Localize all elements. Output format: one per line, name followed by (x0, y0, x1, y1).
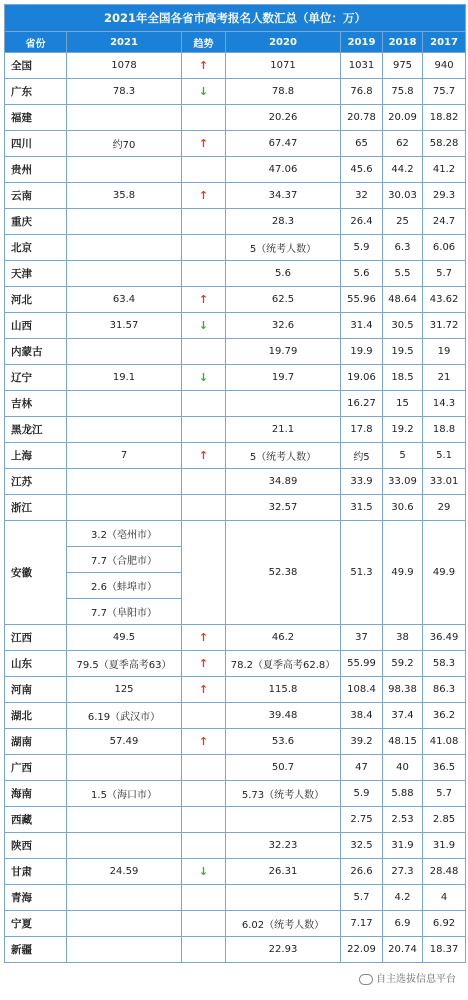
header-2018: 2018 (383, 32, 423, 53)
trend-cell (182, 157, 226, 183)
province-cell: 北京 (5, 235, 67, 261)
value-2018-cell: 6.3 (383, 235, 423, 261)
province-cell: 吉林 (5, 391, 67, 417)
city-value-cell: 3.2（亳州市） (67, 521, 182, 547)
value-2019-cell: 26.6 (341, 859, 383, 885)
value-2018-cell: 27.3 (383, 859, 423, 885)
value-2017-cell: 18.82 (423, 105, 466, 131)
value-2021-cell (67, 885, 182, 911)
province-cell: 上海 (5, 443, 67, 469)
value-2021-cell (67, 911, 182, 937)
value-2019-cell: 108.4 (341, 677, 383, 703)
table-row (5, 937, 466, 963)
table-row (5, 469, 466, 495)
value-2020-cell: 32.6 (226, 313, 341, 339)
trend-cell (182, 885, 226, 911)
value-2017-cell: 31.9 (423, 833, 466, 859)
trend-cell: ↑ (182, 443, 226, 469)
trend-cell: ↓ (182, 79, 226, 105)
applicants-table (4, 4, 466, 963)
province-cell: 陕西 (5, 833, 67, 859)
value-2019-cell: 5.9 (341, 781, 383, 807)
value-2020-cell: 5.73（统考人数） (226, 781, 341, 807)
value-2020-cell: 34.37 (226, 183, 341, 209)
value-2021-cell (67, 807, 182, 833)
value-2021-cell (67, 339, 182, 365)
value-2017-cell: 5.1 (423, 443, 466, 469)
value-2021-cell (67, 157, 182, 183)
value-2017-cell: 75.7 (423, 79, 466, 105)
value-2017-cell: 36.5 (423, 755, 466, 781)
value-2019-cell: 32.5 (341, 833, 383, 859)
value-2017-cell: 21 (423, 365, 466, 391)
table-row (5, 131, 466, 157)
trend-cell: ↑ (182, 131, 226, 157)
value-2019-cell: 51.3 (341, 521, 383, 625)
value-2018-cell: 48.15 (383, 729, 423, 755)
trend-cell: ↑ (182, 287, 226, 313)
value-2017-cell: 6.92 (423, 911, 466, 937)
value-2019-cell: 22.09 (341, 937, 383, 963)
table-row (5, 183, 466, 209)
value-2020-cell: 53.6 (226, 729, 341, 755)
value-2018-cell: 5.5 (383, 261, 423, 287)
value-2021-cell: 约70 (67, 131, 182, 157)
header-2020: 2020 (226, 32, 341, 53)
value-2017-cell: 41.08 (423, 729, 466, 755)
value-2020-cell: 62.5 (226, 287, 341, 313)
value-2019-cell: 55.96 (341, 287, 383, 313)
province-cell: 宁夏 (5, 911, 67, 937)
watermark (359, 970, 456, 985)
value-2018-cell: 48.64 (383, 287, 423, 313)
value-2019-cell: 2.75 (341, 807, 383, 833)
value-2017-cell: 4 (423, 885, 466, 911)
province-cell: 浙江 (5, 495, 67, 521)
trend-cell: ↓ (182, 365, 226, 391)
trend-cell: ↑ (182, 183, 226, 209)
value-2017-cell: 29.3 (423, 183, 466, 209)
value-2018-cell: 19.2 (383, 417, 423, 443)
value-2018-cell: 975 (383, 53, 423, 79)
province-cell: 湖北 (5, 703, 67, 729)
value-2020-cell (226, 807, 341, 833)
province-cell: 重庆 (5, 209, 67, 235)
trend-cell (182, 937, 226, 963)
table-row (5, 235, 466, 261)
value-2017-cell: 28.48 (423, 859, 466, 885)
value-2020-cell: 19.7 (226, 365, 341, 391)
value-2017-cell: 41.2 (423, 157, 466, 183)
value-2021-cell: 57.49 (67, 729, 182, 755)
value-2019-cell: 47 (341, 755, 383, 781)
province-cell: 西藏 (5, 807, 67, 833)
header-province: 省份 (5, 32, 67, 53)
table-row (5, 807, 466, 833)
value-2018-cell: 75.8 (383, 79, 423, 105)
value-2020-cell (226, 885, 341, 911)
watermark-text: 自主选拔信息平台 (376, 974, 456, 985)
value-2017-cell: 58.3 (423, 651, 466, 677)
trend-cell (182, 521, 226, 625)
trend-cell (182, 235, 226, 261)
value-2019-cell: 19.06 (341, 365, 383, 391)
value-2019-cell: 26.4 (341, 209, 383, 235)
value-2020-cell: 5（统考人数） (226, 443, 341, 469)
value-2020-cell: 1071 (226, 53, 341, 79)
value-2020-cell: 34.89 (226, 469, 341, 495)
value-2020-cell: 115.8 (226, 677, 341, 703)
value-2018-cell: 40 (383, 755, 423, 781)
value-2017-cell: 33.01 (423, 469, 466, 495)
table-row (5, 703, 466, 729)
value-2017-cell: 18.8 (423, 417, 466, 443)
province-cell: 河南 (5, 677, 67, 703)
trend-cell (182, 469, 226, 495)
value-2019-cell: 7.17 (341, 911, 383, 937)
value-2021-cell: 6.19（武汉市） (67, 703, 182, 729)
value-2020-cell: 39.48 (226, 703, 341, 729)
value-2017-cell: 18.37 (423, 937, 466, 963)
table-row (5, 729, 466, 755)
value-2018-cell: 38 (383, 625, 423, 651)
value-2019-cell: 37 (341, 625, 383, 651)
value-2019-cell: 1031 (341, 53, 383, 79)
value-2019-cell: 39.2 (341, 729, 383, 755)
header-2017: 2017 (423, 32, 466, 53)
trend-cell (182, 911, 226, 937)
value-2017-cell: 5.7 (423, 261, 466, 287)
value-2021-cell: 35.8 (67, 183, 182, 209)
value-2017-cell: 14.3 (423, 391, 466, 417)
value-2018-cell: 44.2 (383, 157, 423, 183)
table-row (5, 287, 466, 313)
value-2018-cell: 30.03 (383, 183, 423, 209)
value-2018-cell: 2.53 (383, 807, 423, 833)
table-row (5, 53, 466, 79)
province-cell: 湖南 (5, 729, 67, 755)
trend-cell (182, 339, 226, 365)
value-2018-cell: 4.2 (383, 885, 423, 911)
province-cell: 甘肃 (5, 859, 67, 885)
value-2019-cell: 31.4 (341, 313, 383, 339)
value-2020-cell: 19.79 (226, 339, 341, 365)
value-2021-cell (67, 417, 182, 443)
province-cell: 广东 (5, 79, 67, 105)
value-2019-cell: 76.8 (341, 79, 383, 105)
province-cell: 广西 (5, 755, 67, 781)
trend-cell: ↑ (182, 625, 226, 651)
trend-cell: ↑ (182, 53, 226, 79)
province-cell: 海南 (5, 781, 67, 807)
province-cell: 云南 (5, 183, 67, 209)
value-2020-cell: 32.23 (226, 833, 341, 859)
province-cell: 辽宁 (5, 365, 67, 391)
value-2020-cell: 20.26 (226, 105, 341, 131)
value-2019-cell: 5.9 (341, 235, 383, 261)
value-2020-cell: 26.31 (226, 859, 341, 885)
trend-cell (182, 417, 226, 443)
header-2021: 2021 (67, 32, 182, 53)
value-2017-cell: 24.7 (423, 209, 466, 235)
value-2018-cell: 33.09 (383, 469, 423, 495)
value-2021-cell: 79.5（夏季高考63） (67, 651, 182, 677)
province-cell: 全国 (5, 53, 67, 79)
province-cell: 四川 (5, 131, 67, 157)
value-2021-cell (67, 833, 182, 859)
value-2019-cell: 65 (341, 131, 383, 157)
table-row (5, 261, 466, 287)
value-2021-cell: 24.59 (67, 859, 182, 885)
value-2018-cell: 20.74 (383, 937, 423, 963)
table-row (5, 157, 466, 183)
value-2018-cell: 18.5 (383, 365, 423, 391)
value-2021-cell (67, 261, 182, 287)
value-2018-cell: 5.88 (383, 781, 423, 807)
trend-cell: ↑ (182, 729, 226, 755)
city-value-cell: 7.7（阜阳市） (67, 599, 182, 625)
value-2018-cell: 15 (383, 391, 423, 417)
value-2021-cell: 7 (67, 443, 182, 469)
value-2021-cell: 125 (67, 677, 182, 703)
value-2017-cell: 5.7 (423, 781, 466, 807)
value-2018-cell: 25 (383, 209, 423, 235)
value-2018-cell: 31.9 (383, 833, 423, 859)
table-row (5, 391, 466, 417)
value-2018-cell: 19.5 (383, 339, 423, 365)
value-2021-cell: 1.5（海口市） (67, 781, 182, 807)
value-2018-cell: 5 (383, 443, 423, 469)
table-row (5, 911, 466, 937)
value-2021-cell: 19.1 (67, 365, 182, 391)
value-2017-cell: 49.9 (423, 521, 466, 625)
province-cell: 贵州 (5, 157, 67, 183)
province-cell: 山东 (5, 651, 67, 677)
value-2020-cell: 5（统考人数） (226, 235, 341, 261)
table-row (5, 105, 466, 131)
trend-cell: ↓ (182, 313, 226, 339)
province-cell: 青海 (5, 885, 67, 911)
value-2021-cell (67, 391, 182, 417)
province-cell: 福建 (5, 105, 67, 131)
value-2017-cell: 43.62 (423, 287, 466, 313)
province-cell: 江苏 (5, 469, 67, 495)
value-2021-cell: 78.3 (67, 79, 182, 105)
value-2019-cell: 38.4 (341, 703, 383, 729)
value-2020-cell: 6.02（统考人数） (226, 911, 341, 937)
city-value-cell: 2.6（蚌埠市） (67, 573, 182, 599)
value-2017-cell: 31.72 (423, 313, 466, 339)
value-2021-cell (67, 755, 182, 781)
province-cell: 天津 (5, 261, 67, 287)
trend-cell (182, 105, 226, 131)
value-2020-cell: 28.3 (226, 209, 341, 235)
value-2018-cell: 30.5 (383, 313, 423, 339)
value-2018-cell: 59.2 (383, 651, 423, 677)
trend-cell (182, 209, 226, 235)
value-2017-cell: 58.28 (423, 131, 466, 157)
value-2021-cell (67, 469, 182, 495)
value-2021-cell: 1078 (67, 53, 182, 79)
table-row (5, 677, 466, 703)
table-container (4, 4, 465, 963)
trend-cell (182, 781, 226, 807)
value-2021-cell (67, 937, 182, 963)
province-cell: 安徽 (5, 521, 67, 625)
trend-cell: ↑ (182, 651, 226, 677)
table-title: 2021年全国各省市高考报名人数汇总（单位：万） (5, 5, 466, 32)
value-2021-cell (67, 209, 182, 235)
trend-cell (182, 391, 226, 417)
trend-cell: ↓ (182, 859, 226, 885)
value-2017-cell: 940 (423, 53, 466, 79)
trend-cell (182, 495, 226, 521)
table-row (5, 417, 466, 443)
value-2018-cell: 30.6 (383, 495, 423, 521)
value-2017-cell: 36.49 (423, 625, 466, 651)
value-2020-cell: 52.38 (226, 521, 341, 625)
value-2019-cell: 32 (341, 183, 383, 209)
value-2019-cell: 5.7 (341, 885, 383, 911)
value-2018-cell: 49.9 (383, 521, 423, 625)
value-2021-cell: 49.5 (67, 625, 182, 651)
province-cell: 江西 (5, 625, 67, 651)
province-cell: 山西 (5, 313, 67, 339)
table-row (5, 339, 466, 365)
value-2020-cell: 32.57 (226, 495, 341, 521)
value-2019-cell: 45.6 (341, 157, 383, 183)
value-2020-cell (226, 391, 341, 417)
value-2018-cell: 98.38 (383, 677, 423, 703)
value-2019-cell: 17.8 (341, 417, 383, 443)
header-2019: 2019 (341, 32, 383, 53)
value-2017-cell: 36.2 (423, 703, 466, 729)
value-2017-cell: 6.06 (423, 235, 466, 261)
value-2021-cell: 63.4 (67, 287, 182, 313)
table-row (5, 443, 466, 469)
value-2019-cell: 19.9 (341, 339, 383, 365)
value-2018-cell: 6.9 (383, 911, 423, 937)
value-2019-cell: 31.5 (341, 495, 383, 521)
trend-cell (182, 703, 226, 729)
province-cell: 新疆 (5, 937, 67, 963)
value-2020-cell: 78.8 (226, 79, 341, 105)
table-row (5, 885, 466, 911)
table-row (5, 755, 466, 781)
value-2021-cell (67, 105, 182, 131)
table-row (5, 313, 466, 339)
value-2019-cell: 约5 (341, 443, 383, 469)
city-value-cell: 7.7（合肥市） (67, 547, 182, 573)
value-2021-cell (67, 495, 182, 521)
chat-icon (359, 974, 373, 985)
value-2020-cell: 50.7 (226, 755, 341, 781)
header-trend: 趋势 (182, 32, 226, 53)
value-2018-cell: 20.09 (383, 105, 423, 131)
table-row (5, 781, 466, 807)
value-2020-cell: 78.2（夏季高考62.8） (226, 651, 341, 677)
value-2020-cell: 67.47 (226, 131, 341, 157)
value-2020-cell: 5.6 (226, 261, 341, 287)
table-row (5, 495, 466, 521)
value-2021-cell: 31.57 (67, 313, 182, 339)
table-row (5, 79, 466, 105)
trend-cell (182, 807, 226, 833)
value-2020-cell: 21.1 (226, 417, 341, 443)
trend-cell: ↑ (182, 677, 226, 703)
value-2020-cell: 46.2 (226, 625, 341, 651)
value-2017-cell: 19 (423, 339, 466, 365)
province-cell: 内蒙古 (5, 339, 67, 365)
value-2017-cell: 29 (423, 495, 466, 521)
table-row (5, 651, 466, 677)
trend-cell (182, 833, 226, 859)
province-cell: 河北 (5, 287, 67, 313)
table-row (5, 625, 466, 651)
value-2018-cell: 62 (383, 131, 423, 157)
value-2019-cell: 20.78 (341, 105, 383, 131)
table-row (5, 833, 466, 859)
table-row (5, 365, 466, 391)
value-2021-cell (67, 235, 182, 261)
value-2017-cell: 2.85 (423, 807, 466, 833)
value-2020-cell: 47.06 (226, 157, 341, 183)
table-row (5, 859, 466, 885)
value-2019-cell: 5.6 (341, 261, 383, 287)
table-row (5, 209, 466, 235)
value-2020-cell: 22.93 (226, 937, 341, 963)
value-2018-cell: 37.4 (383, 703, 423, 729)
province-cell: 黑龙江 (5, 417, 67, 443)
value-2019-cell: 16.27 (341, 391, 383, 417)
value-2019-cell: 55.99 (341, 651, 383, 677)
value-2017-cell: 86.3 (423, 677, 466, 703)
value-2019-cell: 33.9 (341, 469, 383, 495)
trend-cell (182, 261, 226, 287)
trend-cell (182, 755, 226, 781)
